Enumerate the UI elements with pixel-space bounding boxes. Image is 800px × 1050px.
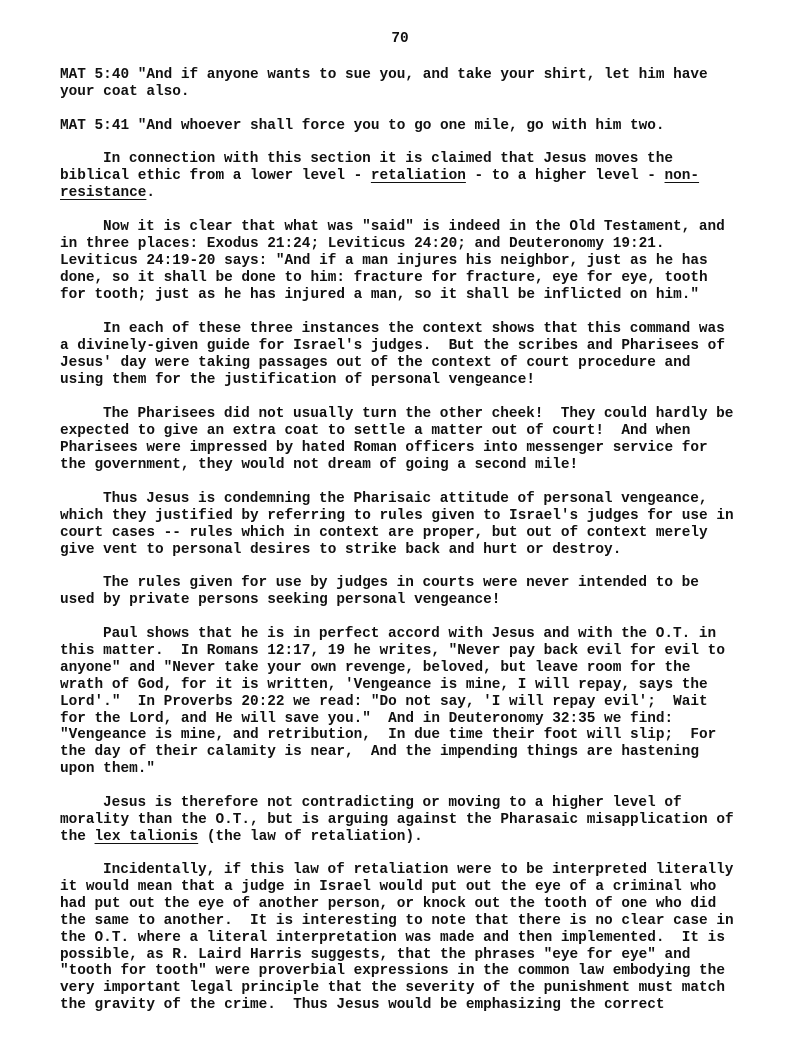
text-line bbox=[60, 829, 740, 846]
text-line: the O.T. where a literal interpretation was made and then implemented. It is bbox=[60, 929, 725, 946]
text-line: wrath of God, for it is written, 'Vengeance is mine, I will repay, says the bbox=[60, 676, 708, 693]
paragraph-three-instances bbox=[60, 321, 740, 389]
text-line: Jesus is therefore not contradicting or moving to a higher level of bbox=[103, 795, 682, 811]
text-line: The rules given for use by judges in courts were never intended to be bbox=[103, 575, 699, 591]
text-line: The Pharisees did not usually turn the other cheek! They could hardly be bbox=[103, 406, 734, 422]
text-line: this matter. In Romans 12:17, 19 he writes, "Never pay back evil for evil to bbox=[60, 642, 725, 659]
text-line: Leviticus 24:19-20 says: "And if a man injures his neighbor, just as he has bbox=[60, 252, 708, 269]
text-span: . bbox=[146, 184, 155, 201]
text-line: MAT 5:40 "And if anyone wants to sue you, and take your shirt, let him have bbox=[60, 67, 708, 83]
text-line: possible, as R. Laird Harris suggests, that the phrases "eye for eye" and bbox=[60, 946, 691, 963]
underlined-term-retaliation: retaliation bbox=[370, 167, 466, 184]
text-line: it would mean that a judge in Israel would put out the eye of a criminal who bbox=[60, 878, 717, 895]
text-line: Incidentally, if this law of retaliation were to be interpreted literally bbox=[103, 862, 734, 878]
underlined-term-non-resistance-part1: non- bbox=[664, 167, 700, 184]
text-line: Now it is clear that what was "said" is indeed in the Old Testament, and bbox=[103, 219, 725, 235]
page-number: 70 bbox=[391, 31, 409, 47]
text-line: MAT 5:41 "And whoever shall force you to go one mile, go with him two. bbox=[60, 118, 665, 134]
text-line bbox=[60, 185, 740, 202]
text-line: Thus Jesus is condemning the Pharisaic attitude of personal vengeance, bbox=[103, 491, 708, 507]
text-line: upon them." bbox=[60, 761, 155, 778]
text-line: morality than the O.T., but is arguing against the Pharasaic misapplication of bbox=[60, 811, 734, 828]
text-line: "tooth for tooth" were proverbial expressions in the common law embodying the bbox=[60, 963, 725, 980]
paragraph-pharisees bbox=[60, 406, 740, 474]
text-span: (the law of retaliation). bbox=[198, 828, 423, 845]
text-line: had put out the eye of another person, or knock out the tooth of one who did bbox=[60, 895, 717, 912]
text-line: anyone" and "Never take your own revenge, beloved, but leave room for the bbox=[60, 659, 691, 676]
paragraph-lex-talionis bbox=[60, 795, 740, 846]
text-line: In each of these three instances the context shows that this command was bbox=[103, 321, 725, 337]
text-line: expected to give an extra coat to settle a matter out of court! And when bbox=[60, 422, 691, 439]
text-line: using them for the justification of personal vengeance! bbox=[60, 371, 535, 388]
text-line: the gravity of the crime. Thus Jesus would be emphasizing the correct bbox=[60, 997, 665, 1014]
text-line: for the Lord, and He will save you." And in Deuteronomy 32:35 we find: bbox=[60, 710, 674, 727]
text-line: Lord'." In Proverbs 20:22 we read: "Do not say, 'I will repay evil'; Wait bbox=[60, 693, 708, 710]
text-line: done, so it shall be done to him: fracture for fracture, eye for eye, tooth bbox=[60, 269, 708, 286]
text-line: your coat also. bbox=[60, 83, 190, 100]
text-line: very important legal principle that the severity of the punishment must match bbox=[60, 980, 725, 997]
text-line: the government, they would not dream of going a second mile! bbox=[60, 456, 579, 473]
text-line: the same to another. It is interesting to note that there is no clear case in bbox=[60, 912, 734, 929]
text-line: court cases -- rules which in context are proper, but out of context merely bbox=[60, 524, 708, 541]
text-line: "Vengeance is mine, and retribution, In due time their foot will slip; For bbox=[60, 727, 717, 744]
underlined-term-non-resistance-part2: resistance bbox=[60, 184, 147, 201]
verse-mat-5-40 bbox=[60, 67, 740, 101]
text-line: the day of their calamity is near, And the impending things are hastening bbox=[60, 744, 700, 761]
text-line: give vent to personal desires to strike back and hurt or destroy. bbox=[60, 541, 622, 558]
text-line: for tooth; just as he has injured a man, so it shall be inflicted on him." bbox=[60, 286, 700, 303]
underlined-term-lex-talionis: lex talionis bbox=[94, 828, 199, 845]
text-line: Paul shows that he is in perfect accord with Jesus and with the O.T. in bbox=[103, 626, 717, 642]
paragraph-old-testament bbox=[60, 219, 740, 304]
text-line: In connection with this section it is claimed that Jesus moves the bbox=[103, 151, 673, 167]
text-line bbox=[60, 168, 740, 185]
paragraph-rules-judges bbox=[60, 575, 740, 609]
text-line: Pharisees were impressed by hated Roman officers into messenger service for bbox=[60, 439, 708, 456]
paragraph-paul bbox=[60, 626, 740, 778]
text-line: which they justified by referring to rules given to Israel's judges for use in bbox=[60, 507, 734, 524]
text-line: Jesus' day were taking passages out of the context of court procedure and bbox=[60, 354, 691, 371]
text-span: biblical ethic from a lower level - bbox=[60, 167, 371, 184]
paragraph-condemning bbox=[60, 491, 740, 559]
text-line: used by private persons seeking personal vengeance! bbox=[60, 591, 501, 608]
text-span: the bbox=[60, 828, 95, 845]
paragraph-connection bbox=[60, 151, 740, 202]
text-line: in three places: Exodus 21:24; Leviticus 24:20; and Deuteronomy 19:21. bbox=[60, 235, 665, 252]
verse-mat-5-41 bbox=[60, 118, 740, 135]
text-line: a divinely-given guide for Israel's judges. But the scribes and Pharisees of bbox=[60, 337, 725, 354]
paragraph-incidentally bbox=[60, 862, 740, 1014]
text-span: - to a higher level - bbox=[465, 167, 665, 184]
